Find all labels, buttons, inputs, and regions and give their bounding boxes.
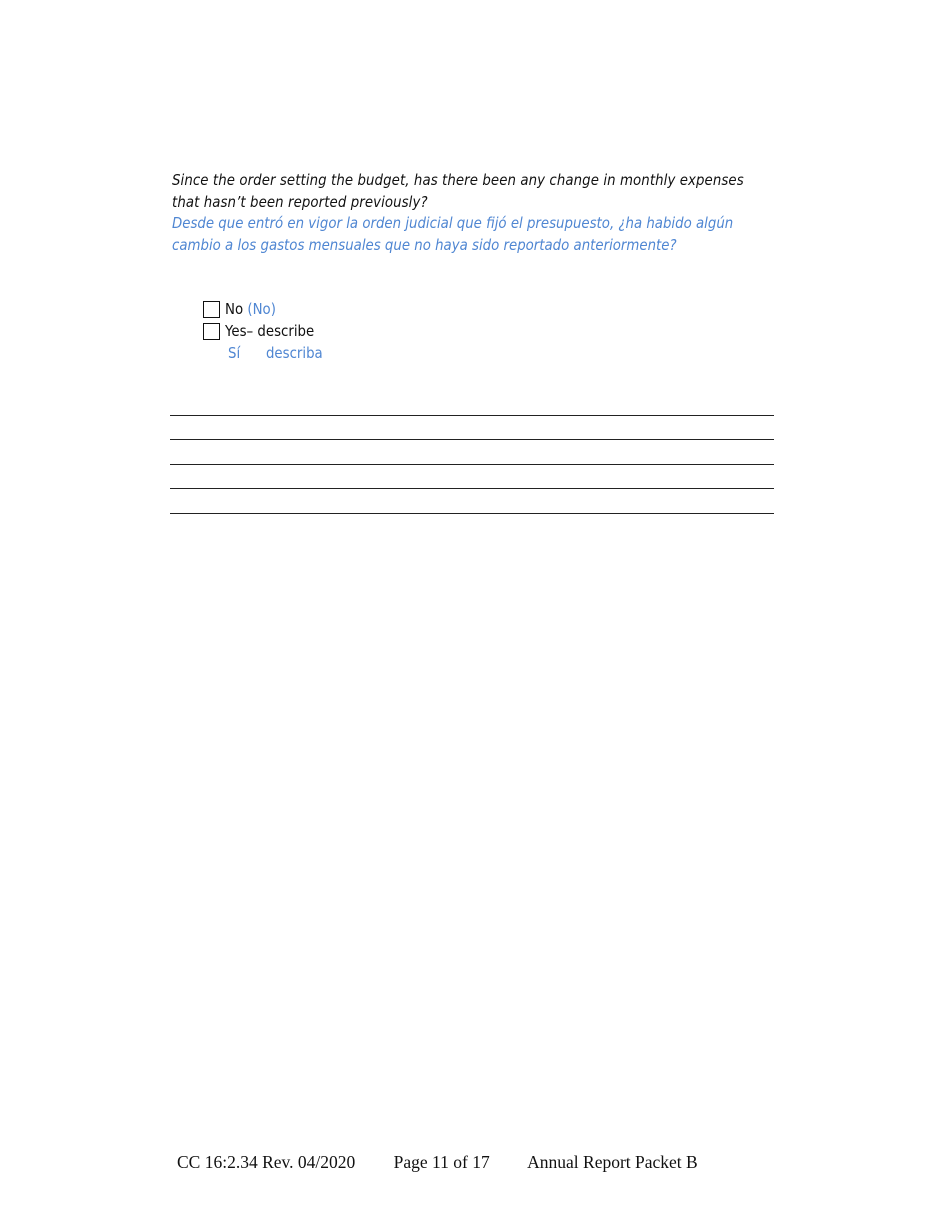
- answer-line[interactable]: [170, 472, 774, 497]
- describe-answer-lines: [170, 398, 774, 521]
- answer-line[interactable]: [170, 496, 774, 521]
- answer-options: [203, 298, 338, 364]
- option-no-spanish: (No): [247, 300, 276, 318]
- answer-line[interactable]: [170, 398, 774, 423]
- option-yes-spanish-describe: describa: [265, 344, 323, 362]
- option-no-label: [225, 300, 276, 318]
- question-block: [172, 170, 772, 256]
- option-yes-label: Yes– describe: [225, 322, 315, 340]
- footer-page-number: Page 11 of 17: [393, 1152, 490, 1172]
- answer-line[interactable]: [170, 447, 774, 472]
- question-spanish: Desde que entró en vigor la orden judicial que fijó el presupuesto, ¿ha habido algún cambio a los gastos mensuales que no haya sido reportado anteriormente?: [172, 214, 734, 254]
- answer-line[interactable]: [170, 423, 774, 448]
- footer-form-code: CC 16:2.34 Rev. 04/2020: [177, 1152, 356, 1172]
- page-footer: [177, 1152, 732, 1173]
- yes-checkbox[interactable]: [203, 323, 220, 340]
- option-yes-spanish: [203, 342, 338, 364]
- question-english: Since the order setting the budget, has there been any change in monthly expenses that hasn’t been reported previously?: [172, 171, 744, 211]
- option-yes-spanish-si: Sí: [228, 344, 241, 362]
- no-checkbox[interactable]: [203, 301, 220, 318]
- option-no: [203, 298, 338, 320]
- option-no-english: No: [225, 300, 244, 318]
- footer-packet-name: Annual Report Packet B: [527, 1152, 698, 1172]
- option-yes: [203, 320, 338, 342]
